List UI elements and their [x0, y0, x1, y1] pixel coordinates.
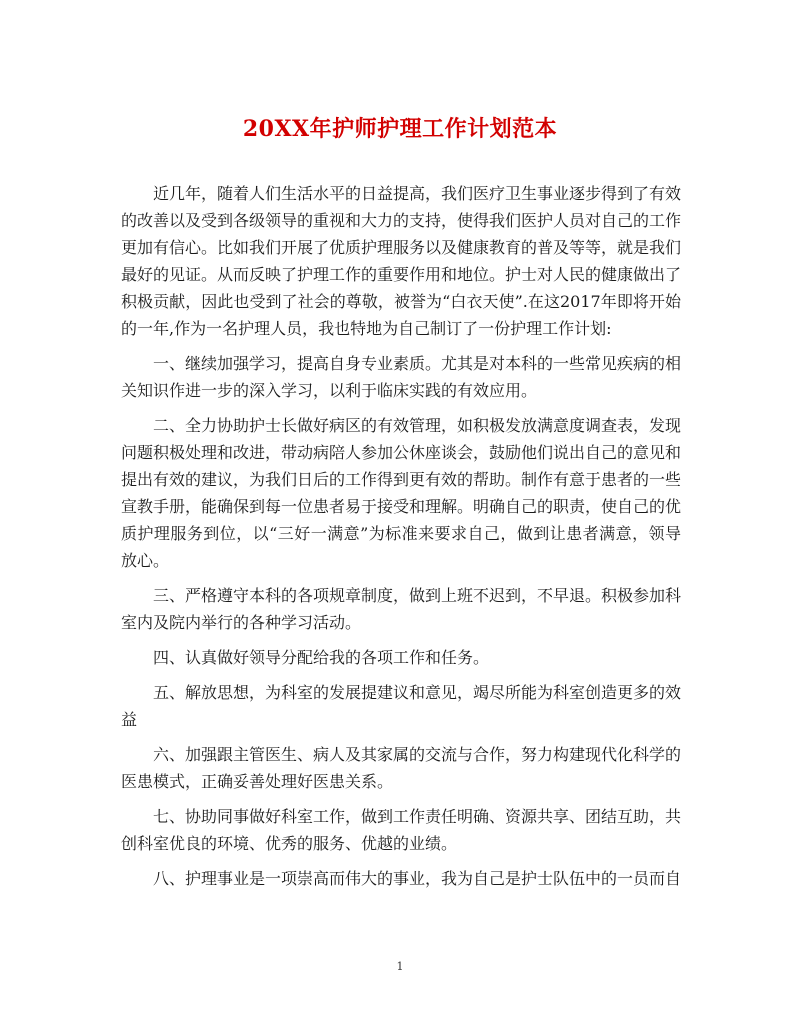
document-title: 20XX年护师护理工作计划范本: [242, 116, 558, 142]
paragraph-item-1: 一、继续加强学习，提高自身专业素质。尤其是对本科的一些常见疾病的相关知识作进一步的深入学习，以利于临床实践的有效应用。: [121, 354, 682, 400]
paragraph-item-2: 二、全力协助护士长做好病区的有效管理，如积极发放满意度调查表，发现问题积极处理和改进，带动病陪人参加公休座谈会，鼓励他们说出自己的意见和提出有效的建议，为我们日后的工作得到更有效的帮助。制作有意于患者的一些宣教手册，能确保到每一位患者易于接受和理解。明确自己的职责，使自己的优质护理服务到位，以“三好一满意”为标准来要求自己，做到让患者满意，领导放心。: [121, 416, 682, 570]
paragraph-item-8: 八、护理事业是一项崇高而伟大的事业，我为自己是护士队伍中的一员而自: [153, 869, 682, 888]
paragraph-item-4: 四、认真做好领导分配给我的各项工作和任务。: [153, 648, 490, 667]
paragraph-item-6: 六、加强跟主管医生、病人及其家属的交流与合作，努力构建现代化科学的医患模式，正确妥善处理好医患关系。: [121, 745, 682, 791]
paragraph-item-7: 七、协助同事做好科室工作，做到工作责任明确、资源共享、团结互助，共创科室优良的环境、优秀的服务、优越的业绩。: [121, 807, 682, 853]
paragraph-item-5: 五、解放思想，为科室的发展提建议和意见，竭尽所能为科室创造更多的效益: [121, 683, 682, 729]
document-body: [121, 180, 681, 900]
paragraph-item-3: 三、严格遵守本科的各项规章制度，做到上班不迟到，不早退。积极参加科室内及院内举行的各种学习活动。: [121, 586, 682, 632]
paragraph-intro: 近几年，随着人们生活水平的日益提高，我们医疗卫生事业逐步得到了有效的改善以及受到各级领导的重视和大力的支持，使得我们医护人员对自己的工作更加有信心。比如我们开展了优质护理服务以及健康教育的普及等等，就是我们最好的见证。从而反映了护理工作的重要作用和地位。护士对人民的健康做出了积极贡献，因此也受到了社会的尊敬，被誉为“白衣天使”.在这2017年即将开始的一年,作为一名护理人员，我也特地为自己制订了一份护理工作计划:: [121, 184, 682, 338]
page-number: 1: [396, 960, 404, 973]
